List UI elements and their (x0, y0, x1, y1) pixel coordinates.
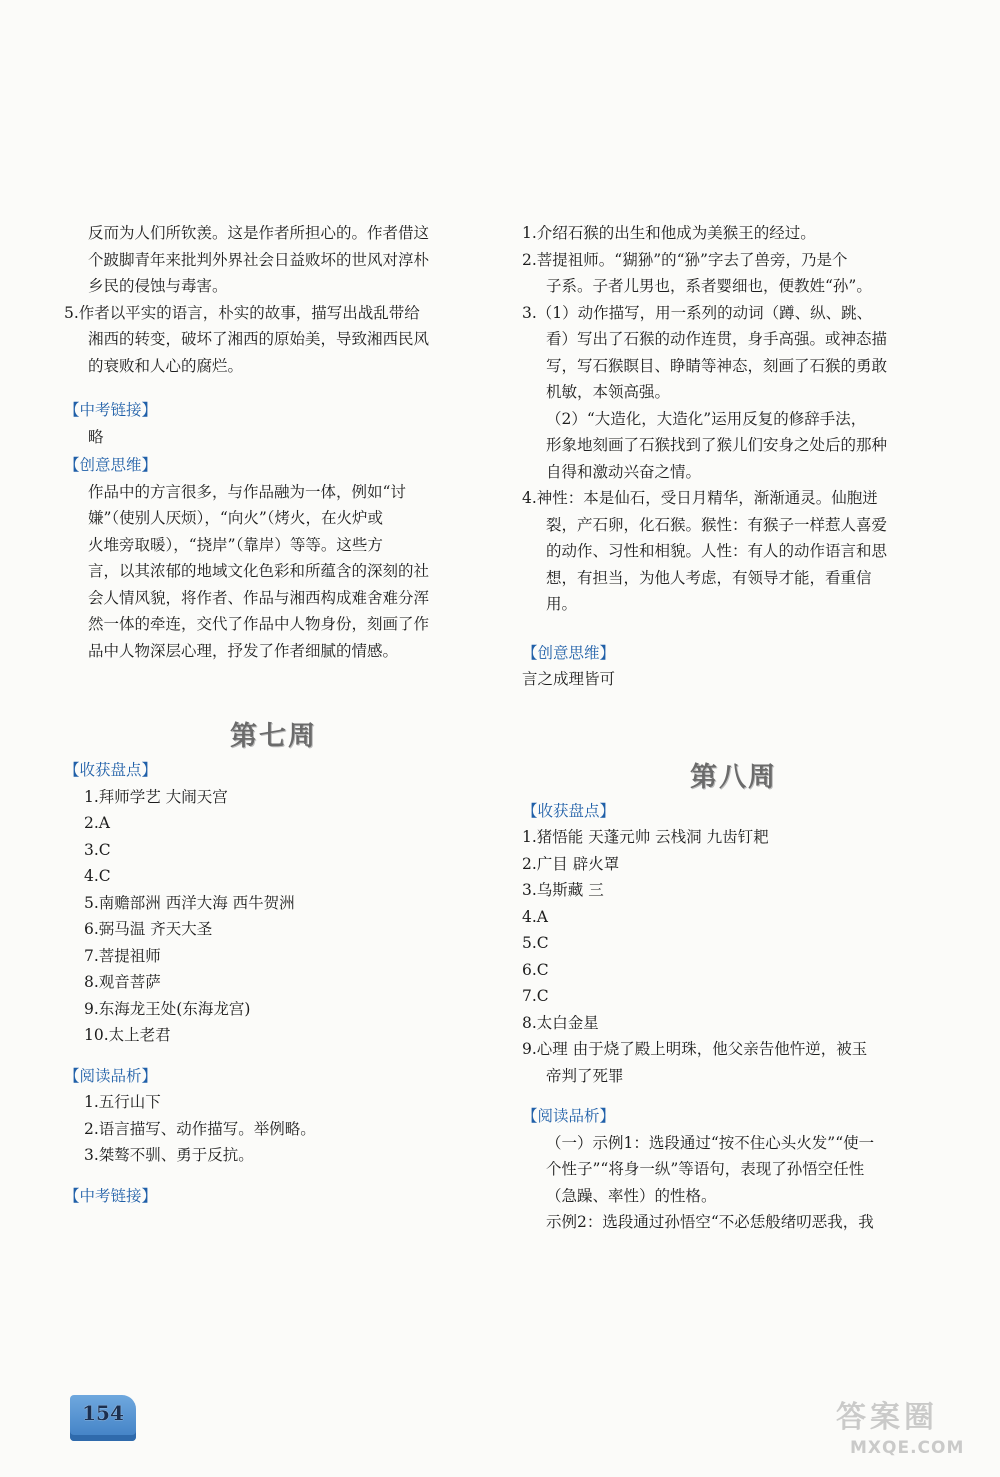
list-item: 4.A (522, 907, 548, 926)
section-heading-yuedu: 【阅读品析】 (64, 1066, 158, 1085)
text-line: 形象地刻画了石猴找到了猴儿们安身之处后的那种 (546, 436, 888, 454)
text-line: 嫌”（使别人厌烦），“向火”（烤火，在火炉或 (88, 509, 384, 527)
text-line: 略 (88, 427, 104, 446)
section-heading-zhongkao-2: 【中考链接】 (64, 1186, 158, 1205)
section-heading-zhongkao: 【中考链接】 (64, 401, 158, 419)
week-title-8: 第八周 (690, 761, 777, 793)
list-item: 5.南赡部洲 西洋大海 西牛贺洲 (84, 893, 295, 912)
list-item: 8.观音菩萨 (84, 973, 161, 991)
list-item: 10.太上老君 (84, 1026, 171, 1044)
text-line: 的动作、习性和相貌。人性：有人的动作语言和思 (546, 542, 888, 560)
answer-item-2: 2.菩提祖师。“猢狲”的“狲”字去了兽旁，乃是个 (522, 250, 848, 269)
page-number: 154 (82, 1401, 124, 1425)
section-heading-shouhuo: 【收获盘点】 (522, 801, 616, 820)
list-item: 1.五行山下 (84, 1093, 161, 1111)
text-line: 帝判了死罪 (546, 1066, 624, 1085)
right-column (522, 220, 942, 1236)
text-line: 示例2：选段通过孙悟空“不必恁般绪叨恶我，我 (546, 1213, 874, 1231)
answer-item-4: 4.神性：本是仙石，受日月精华，渐渐通灵。仙胞迸 (522, 489, 878, 507)
text-line: 作品中的方言很多，与作品融为一体，例如“讨 (88, 482, 406, 501)
text-line: （一）示例1：选段通过“按不住心头火发”“使一 (546, 1133, 875, 1152)
watermark-url: MXQE.COM (850, 1438, 965, 1458)
text-line: 看）写出了石猴的动作连贯，身手高强。或神态描 (546, 330, 888, 348)
text-line: 言，以其浓郁的地域文化色彩和所蕴含的深刻的社 (88, 562, 430, 580)
answer-item-5: 5.作者以平实的语言，朴实的故事，描写出战乱带给 (64, 303, 420, 322)
list-item: 9.心理 由于烧了殿上明珠，他父亲告他忤逆，被玉 (522, 1040, 868, 1058)
list-item: 6.C (522, 960, 549, 979)
text-line: 自得和激动兴奋之情。 (546, 462, 702, 481)
text-line: 用。 (546, 595, 578, 613)
section-heading-yuedu: 【阅读品析】 (522, 1107, 616, 1125)
left-column (64, 220, 484, 1209)
list-item: 3.C (84, 840, 111, 859)
text-line: 机敏，本领高强。 (546, 383, 671, 401)
list-item: 4.C (84, 867, 111, 885)
list-item: 2.A (84, 814, 110, 832)
text-line: 子系。子者儿男也，系者婴细也，便教姓“孙”。 (546, 277, 872, 295)
text-line: 裂，产石卵，化石猴。猴性：有猴子一样惹人喜爱 (546, 515, 888, 534)
text-line: 然一体的牵连，交代了作品中人物身份，刻画了作 (88, 615, 430, 633)
list-item: 1.猪悟能 天蓬元帅 云栈洞 九齿钉耙 (522, 828, 769, 846)
text-line: 湘西的转变，破坏了湘西的原始美，导致湘西民风 (88, 330, 430, 348)
answer-item-3: 3.（1）动作描写，用一系列的动词（蹲、纵、跳、 (522, 303, 873, 322)
text-line: 会人情风貌，将作者、作品与湘西构成难舍难分浑 (88, 588, 430, 607)
text-line: （急躁、率性）的性格。 (546, 1186, 717, 1205)
text-line: 的衰败和人心的腐烂。 (88, 356, 244, 375)
text-line: 写，写石猴瞑目、睁睛等神态，刻画了石猴的勇敢 (546, 356, 888, 375)
page-number-badge (70, 1395, 136, 1441)
text-line: （2）“大造化，大造化”运用反复的修辞手法， (546, 409, 867, 428)
list-item: 2.语言描写、动作描写。举例略。 (84, 1119, 316, 1138)
text-line: 反而为人们所钦羡。这是作者所担心的。作者借这 (88, 224, 430, 242)
list-item: 6.弼马温 齐天大圣 (84, 920, 213, 938)
list-item: 9.东海龙王处(东海龙宫) (84, 999, 251, 1018)
list-item: 2.广目 辟火罩 (522, 854, 620, 873)
week-title-7: 第七周 (230, 721, 317, 752)
list-item: 7.菩提祖师 (84, 946, 161, 965)
section-heading-shouhuo: 【收获盘点】 (64, 761, 158, 779)
list-item: 3.乌斯藏 三 (522, 881, 604, 899)
list-item: 5.C (522, 934, 549, 952)
text-line: 火堆旁取暖），“挠岸”（靠岸）等等。这些方 (88, 535, 383, 554)
watermark-logo (836, 1392, 984, 1466)
list-item: 1.拜师学艺 大闹天宫 (84, 787, 228, 806)
watermark-text: 答案圈 (836, 1400, 938, 1435)
text-line: 个性子”“将身一纵”等语句，表现了孙悟空任性 (546, 1160, 865, 1178)
text-line: 言之成理皆可 (522, 670, 616, 688)
text-line: 个跛脚青年来批判外界社会日益败坏的世风对淳朴 (88, 250, 430, 269)
list-item: 7.C (522, 987, 549, 1005)
section-heading-chuangyi: 【创意思维】 (522, 643, 616, 662)
text-line: 乡民的侵蚀与毒害。 (88, 277, 228, 295)
section-heading-chuangyi: 【创意思维】 (64, 456, 158, 474)
list-item: 8.太白金星 (522, 1013, 599, 1032)
text-line: 品中人物深层心理，抒发了作者细腻的情感。 (88, 641, 399, 660)
text-line: 想，有担当，为他人考虑，有领导才能，看重信 (546, 568, 872, 587)
answer-item-1: 1.介绍石猴的出生和他成为美猴王的经过。 (522, 224, 816, 242)
list-item: 3.桀骜不驯、勇于反抗。 (84, 1146, 254, 1164)
